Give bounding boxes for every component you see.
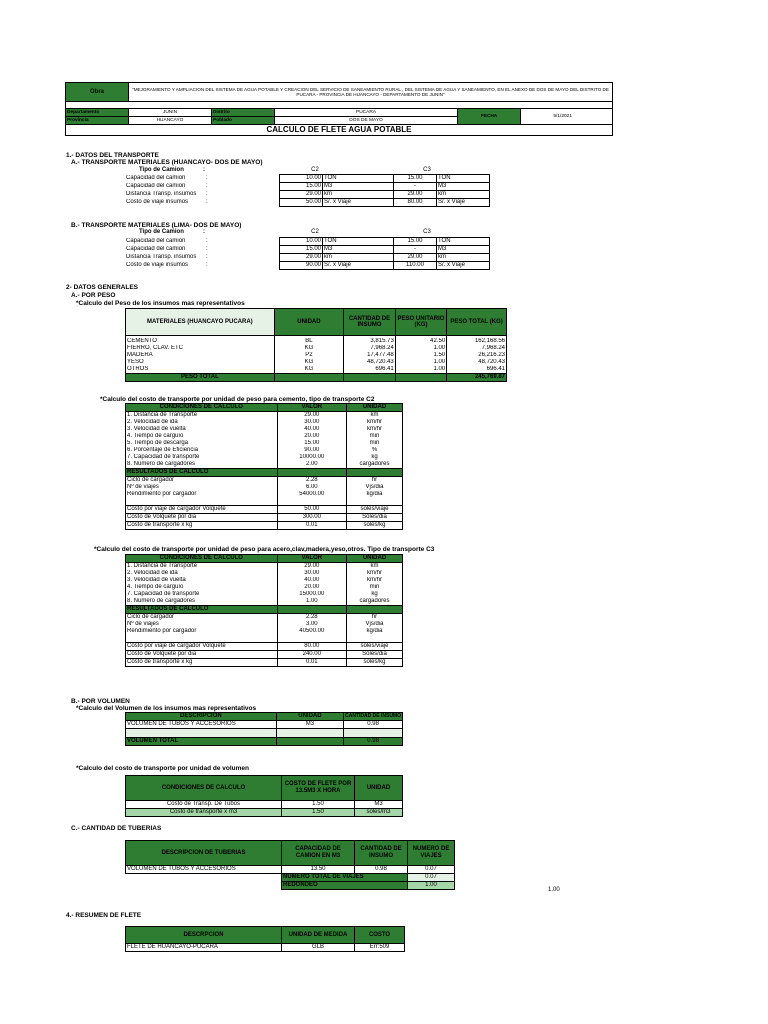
vol-h-desc: DESCRIPCION bbox=[126, 713, 277, 721]
cond-cell: 29.00 bbox=[277, 412, 346, 420]
table-row bbox=[126, 433, 403, 440]
vol-h-unidad: UNIDAD bbox=[276, 713, 343, 721]
peso-cell: 48,720.43 bbox=[447, 359, 507, 366]
peso-cell: CEMENTO bbox=[126, 338, 275, 345]
tub-h-cantidad: CANTIDAD DE INSUMO bbox=[355, 841, 408, 866]
tub-cantidad: 0.98 bbox=[355, 866, 408, 874]
peso-cell: 17,477.48 bbox=[344, 352, 396, 359]
results-header-label: RESULTADOS DE CALCULO bbox=[126, 606, 278, 614]
peso-cell: KG bbox=[274, 366, 343, 374]
table-row bbox=[126, 598, 403, 606]
colon: : bbox=[206, 191, 208, 197]
peso-note: *Calculo del Peso de los insumos mas representativos bbox=[76, 300, 245, 307]
result-cell: Nº de viajes bbox=[126, 621, 278, 628]
cond-cell: 7. Capacidad de transporte bbox=[126, 591, 278, 598]
peso-cell: 696.41 bbox=[447, 366, 507, 374]
result-cell: Rendimiento por cargador bbox=[126, 491, 278, 498]
vol-total-label: VOLUMEN TOTAL bbox=[126, 738, 277, 746]
tub-desc: VOLUMEN DE TUBOS Y ACCESORIOS bbox=[126, 866, 282, 874]
c2-value: 15.00 bbox=[280, 246, 323, 254]
section-2a-title: A.- POR PESO bbox=[71, 292, 116, 299]
cost-cell: 80.00 bbox=[277, 643, 346, 651]
table-row bbox=[126, 419, 403, 426]
cond-cell: min bbox=[347, 433, 403, 440]
result-cell: 6.00 bbox=[277, 484, 346, 491]
peso-header-1: UNIDAD bbox=[274, 309, 343, 336]
table-row bbox=[126, 491, 403, 498]
result-cell: 40500.00 bbox=[277, 628, 346, 635]
tub-red: 1.00 bbox=[408, 882, 455, 890]
result-cell: hr bbox=[347, 614, 403, 622]
cost-cell: 0.01 bbox=[277, 522, 346, 530]
vc-h-cond: CONDICIONES DE CALCULO bbox=[126, 776, 282, 801]
cond-cell: km/hr bbox=[347, 570, 403, 577]
table-row bbox=[126, 477, 403, 485]
cost-cell: soles/viaje bbox=[347, 506, 403, 514]
peso-header-3: PESO UNITARIO (KG) bbox=[395, 309, 446, 336]
table-row bbox=[126, 345, 507, 352]
result-cell: Vjs/dia bbox=[347, 621, 403, 628]
vc-row-1-value: 1.50 bbox=[282, 801, 355, 809]
c2-value: 10.00 bbox=[280, 238, 323, 246]
cond-cell: min bbox=[347, 584, 403, 591]
peso-cell: 696.41 bbox=[344, 366, 396, 374]
cost-cell: Costo de transporte x kg bbox=[126, 522, 278, 530]
table-row bbox=[126, 352, 507, 359]
cost-cell: Costo de Volquete por dia bbox=[126, 514, 278, 522]
table-row bbox=[126, 577, 403, 584]
cond-cell: 1. Distancia de Transporte bbox=[126, 412, 278, 420]
table-row bbox=[125, 262, 490, 270]
res-unidad: GLB bbox=[282, 944, 355, 952]
peso-cell: 1.50 bbox=[395, 352, 446, 359]
c3-value: 15.00 bbox=[394, 238, 437, 246]
table-row bbox=[126, 570, 403, 577]
peso-header-2: CANTIDAD DE INSUMO bbox=[344, 309, 396, 336]
c2-value: 90.00 bbox=[280, 262, 323, 270]
table-row bbox=[126, 621, 403, 628]
c2-unit: S/. x Viaje bbox=[323, 262, 394, 270]
table-header bbox=[126, 555, 403, 563]
peso-header-4: PESO TOTAL (KG) bbox=[447, 309, 507, 336]
obra-label: Obra bbox=[66, 83, 129, 102]
c2-unit: TON bbox=[323, 238, 394, 246]
colon: : bbox=[206, 262, 208, 268]
table-row bbox=[126, 440, 403, 447]
cond-cell: 10000.00 bbox=[277, 454, 346, 461]
c2-unit: TON bbox=[323, 175, 394, 183]
cond-cell: cargadores bbox=[347, 461, 403, 469]
peso-cell: BL bbox=[274, 338, 343, 345]
tub-viajes: 0.07 bbox=[408, 866, 455, 874]
cost-cell: Costo de transporte x kg bbox=[126, 659, 278, 667]
table-row bbox=[126, 563, 403, 571]
tub-h-desc: DESCRIPCION DE TUBERIAS bbox=[126, 841, 282, 866]
vol-cantidad: 0.98 bbox=[344, 721, 403, 729]
peso-cell: 1.00 bbox=[395, 359, 446, 366]
cost-cell: 0.01 bbox=[277, 659, 346, 667]
vc-row-2-label: Costo de transporte x m3 bbox=[126, 809, 282, 817]
table-row bbox=[126, 506, 403, 514]
cost-cell: Soles/dia bbox=[347, 514, 403, 522]
c2-unit: km bbox=[323, 191, 394, 199]
cond-cell: 15000.00 bbox=[277, 591, 346, 598]
poblado-label: Poblado bbox=[212, 117, 275, 125]
cond-cell: 4. Tiempo de carguío bbox=[126, 433, 278, 440]
cond-header-2: UNIDAD bbox=[347, 555, 403, 563]
header-table bbox=[65, 82, 613, 136]
vc-note: *Calculo del costo de transporte por unidad de volumen bbox=[76, 765, 249, 772]
c3-value: 15.00 bbox=[394, 175, 437, 183]
tub-red-label: REDONDEO bbox=[282, 882, 408, 890]
cost-cell: soles/viaje bbox=[347, 643, 403, 651]
cond-cell: 7. Capacidad de transporte bbox=[126, 454, 278, 461]
transport-label: Costo de viaje insumos bbox=[126, 199, 189, 205]
c3-label-a: C3 bbox=[423, 167, 431, 173]
transport-label: Capacidad del camion bbox=[126, 238, 186, 244]
c2-value: 15.00 bbox=[280, 183, 323, 191]
vol-cost-table bbox=[125, 775, 403, 817]
peso-total: 245,769.87 bbox=[447, 374, 507, 382]
cost-cell: soles/kg bbox=[347, 522, 403, 530]
results-header-label: RESULTADOS DE CALCULO bbox=[126, 469, 278, 477]
cond-cell: 2. Velocidad de ida bbox=[126, 570, 278, 577]
table-row bbox=[126, 412, 403, 420]
cond-cell: min bbox=[347, 440, 403, 447]
result-cell: 2.28 bbox=[277, 477, 346, 485]
c3-unit: km bbox=[437, 191, 490, 199]
c3-calc-table bbox=[125, 554, 403, 667]
transport-label: Costo de viaje insumos bbox=[126, 262, 189, 268]
table-row bbox=[126, 614, 403, 622]
result-cell: Ciclo de cargador bbox=[126, 477, 278, 485]
cost-cell: Soles/dia bbox=[347, 651, 403, 659]
departamento-label: Departamento bbox=[66, 109, 129, 117]
peso-cell: 42.50 bbox=[395, 338, 446, 345]
tipo-camion-label-a: Tipo de Camion bbox=[139, 167, 184, 173]
page-title: CALCULO DE FLETE AGUA POTABLE bbox=[66, 125, 613, 136]
cond-cell: 40.00 bbox=[277, 426, 346, 433]
peso-cell: OTROS bbox=[126, 366, 275, 374]
vol-h-cantidad: CANTIDAD DE INSUMO bbox=[345, 713, 401, 719]
cost-cell: 300.00 bbox=[277, 514, 346, 522]
cond-cell: 3. Velocidad de vuelta bbox=[126, 577, 278, 584]
c3-unit: TON bbox=[437, 238, 490, 246]
transport-a-table bbox=[125, 174, 490, 207]
vc-h-costo: COSTO DE FLETE POR 13.5M3 X HORA bbox=[282, 776, 355, 801]
peso-cell: FIERRO, CLAV. ETC bbox=[126, 345, 275, 352]
departamento-value: JUNIN bbox=[129, 109, 212, 117]
peso-cell: 3,815.73 bbox=[344, 338, 396, 345]
peso-table bbox=[125, 308, 507, 382]
cond-cell: km bbox=[347, 412, 403, 420]
transport-label: Capacidad del camion bbox=[126, 246, 186, 252]
c2-unit: S/. x Viaje bbox=[323, 199, 394, 207]
cond-cell: 1. Distancia de Transporte bbox=[126, 563, 278, 571]
cond-cell: 90.00 bbox=[277, 447, 346, 454]
peso-cell: YESO bbox=[126, 359, 275, 366]
result-cell: Ciclo de cargador bbox=[126, 614, 278, 622]
cond-header-1: VALOR bbox=[277, 404, 346, 412]
cond-cell: 30.00 bbox=[277, 570, 346, 577]
vc-row-1-unit: M3 bbox=[355, 801, 403, 809]
table-row bbox=[126, 338, 507, 345]
cond-cell: 40.00 bbox=[277, 577, 346, 584]
tipo-camion-label-b: Tipo de Camion bbox=[139, 229, 184, 235]
colon: : bbox=[203, 229, 205, 235]
section-2b-title: B.- POR VOLUMEN bbox=[71, 698, 130, 705]
cond-cell: 4. Tiempo de carguío bbox=[126, 584, 278, 591]
res-desc: FLETE DE HUANCAYO-PUCARA bbox=[126, 944, 282, 952]
res-h-desc: DESCRPCION bbox=[126, 927, 282, 944]
section-2-title: 2- DATOS GENERALES bbox=[66, 284, 138, 291]
peso-cell: 48,720.43 bbox=[344, 359, 396, 366]
vol-table bbox=[125, 712, 403, 746]
tub-total: 0.07 bbox=[408, 874, 455, 882]
section-2c-title: C.- CANTIDAD DE TUBERIAS bbox=[71, 825, 162, 832]
distrito-value: PUCARA bbox=[275, 109, 458, 117]
table-row bbox=[126, 651, 403, 659]
c2-unit: M3 bbox=[323, 183, 394, 191]
c2-unit: km bbox=[323, 254, 394, 262]
vol-total: 0.98 bbox=[344, 738, 403, 746]
tub-h-viajes: NUMERO DE VIAJES bbox=[408, 841, 455, 866]
c2-value: 29.00 bbox=[280, 254, 323, 262]
cost-cell: 50.00 bbox=[277, 506, 346, 514]
result-cell: hr bbox=[347, 477, 403, 485]
table-row bbox=[126, 659, 403, 667]
table-row bbox=[126, 522, 403, 530]
result-cell: kg/dia bbox=[347, 491, 403, 498]
table-row bbox=[125, 199, 490, 207]
cond-header-1: VALOR bbox=[277, 555, 346, 563]
fecha-label: FECHA bbox=[458, 109, 521, 124]
cond-cell: 3. Velocidad de vuelta bbox=[126, 426, 278, 433]
cond-cell: kg bbox=[347, 591, 403, 598]
obra-text: "MEJORAMIENTO Y AMPLIACION DEL SISTEMA DE AGUA POTABLE Y CREACION DEL SERVICIO DE SANEAMIENTO RURAL , DEL SISTEMA DE AGUA Y SANEAMIENTO, EN EL ANEXO DE DOS DE MAYO DEL DISTRITO DE PUCARA - PROVINCIA DE HUANCAYO - DEPARTAMENTO DE JUNIN" bbox=[129, 83, 613, 102]
cond-cell: cargadores bbox=[347, 598, 403, 606]
table-row bbox=[125, 175, 490, 183]
table-row bbox=[126, 628, 403, 635]
c3-unit: M3 bbox=[437, 183, 490, 191]
peso-cell: 7,968.24 bbox=[447, 345, 507, 352]
cond-cell: 6. Porcentaje de Eficiencia bbox=[126, 447, 278, 454]
table-row bbox=[126, 359, 507, 366]
result-cell: Nº de viajes bbox=[126, 484, 278, 491]
table-row bbox=[126, 426, 403, 433]
cond-cell: % bbox=[347, 447, 403, 454]
distrito-label: Distrito bbox=[212, 109, 275, 117]
c3-unit: km bbox=[437, 254, 490, 262]
cond-cell: 1.00 bbox=[277, 598, 346, 606]
vc-row-1-label: Costo de Transp. De Tubos bbox=[126, 801, 282, 809]
cond-cell: kg bbox=[347, 454, 403, 461]
peso-header-0: MATERIALES (HUANCAYO PUCARA) bbox=[126, 309, 275, 336]
c3-value: 80.00 bbox=[394, 199, 437, 207]
vol-desc: VOLUMEN DE TUBOS Y ACCESORIOS bbox=[126, 721, 277, 729]
c3-unit: S/. x Viaje bbox=[437, 262, 490, 270]
c3-label-b: C3 bbox=[423, 229, 431, 235]
poblado-value: DOS DE MAYO bbox=[275, 117, 458, 125]
table-row bbox=[126, 584, 403, 591]
table-row bbox=[125, 183, 490, 191]
transport-label: Distancia Transp. insumos bbox=[126, 191, 197, 197]
section-1a-title: A.- TRANSPORTE MATERIALES (HUANCAYO- DOS DE MAYO) bbox=[71, 159, 263, 166]
cond-header-0: CONDICIONES DE CALCULO bbox=[126, 404, 278, 412]
tub-total-label: NUMERO TOTAL DE VIAJES bbox=[282, 874, 408, 882]
colon: : bbox=[206, 238, 208, 244]
peso-cell: 1.00 bbox=[395, 366, 446, 374]
peso-total-row bbox=[126, 374, 507, 382]
peso-total-label: PESO TOTAL bbox=[126, 374, 275, 382]
tub-capacidad: 13.50 bbox=[282, 866, 355, 874]
c3-unit: S/. x Viaje bbox=[437, 199, 490, 207]
c3-unit: TON bbox=[437, 175, 490, 183]
side-value: 1.00 bbox=[548, 887, 560, 893]
table-row bbox=[126, 643, 403, 651]
transport-label: Capacidad del camion bbox=[126, 175, 186, 181]
table-row bbox=[125, 191, 490, 199]
colon: : bbox=[206, 175, 208, 181]
cond-cell: 8. Numero de cargadores bbox=[126, 461, 278, 469]
cond-header-0: CONDICIONES DE CALCULO bbox=[126, 555, 278, 563]
cond-cell: km bbox=[347, 563, 403, 571]
cond-cell: km/hr bbox=[347, 419, 403, 426]
res-costo: Err:509 bbox=[355, 944, 405, 952]
vc-row-2-value: 1.50 bbox=[282, 809, 355, 817]
results-header bbox=[126, 606, 403, 614]
peso-cell: KG bbox=[274, 359, 343, 366]
table-row bbox=[126, 591, 403, 598]
tuberias-table bbox=[125, 840, 455, 890]
table-row bbox=[125, 246, 490, 254]
peso-cell: MADERA bbox=[126, 352, 275, 359]
colon: : bbox=[206, 199, 208, 205]
vol-note: *Calculo del Volumen de los insumos mas representativos bbox=[76, 705, 257, 712]
cond-cell: 20.00 bbox=[277, 433, 346, 440]
cost-cell: soles/kg bbox=[347, 659, 403, 667]
table-row bbox=[126, 454, 403, 461]
table-row bbox=[126, 461, 403, 469]
res-h-costo: COSTO bbox=[355, 927, 405, 944]
cost-cell: 240.00 bbox=[277, 651, 346, 659]
table-header bbox=[126, 404, 403, 412]
colon: : bbox=[206, 246, 208, 252]
result-cell: kg/dia bbox=[347, 628, 403, 635]
c2-value: 50.00 bbox=[280, 199, 323, 207]
vc-row-2-unit: soles/m3 bbox=[355, 809, 403, 817]
table-row bbox=[126, 514, 403, 522]
c2-calc-table bbox=[125, 403, 403, 530]
colon: : bbox=[203, 167, 205, 173]
cost-cell: Costo por viaje de cargador Volquete bbox=[126, 506, 278, 514]
table-row bbox=[126, 447, 403, 454]
cost-cell: Costo por viaje de cargador Volquete bbox=[126, 643, 278, 651]
cond-cell: 5. Tiempo de descarga bbox=[126, 440, 278, 447]
res-h-unidad: UNIDAD DE MEDIDA bbox=[282, 927, 355, 944]
table-header bbox=[126, 309, 507, 336]
c2-value: 10.00 bbox=[280, 175, 323, 183]
result-cell: Vjs/dia bbox=[347, 484, 403, 491]
resumen-table bbox=[125, 926, 405, 952]
table-row bbox=[125, 238, 490, 246]
transport-label: Distancia Transp. insumos bbox=[126, 254, 197, 260]
peso-cell: 26,216.23 bbox=[447, 352, 507, 359]
c2-unit: M3 bbox=[323, 246, 394, 254]
c3-value: 110.00 bbox=[394, 262, 437, 270]
c2-label-b: C2 bbox=[311, 229, 319, 235]
result-cell: 54000.00 bbox=[277, 491, 346, 498]
c3-unit: M3 bbox=[437, 246, 490, 254]
c2-note: *Calculo del costo de transporte por unidad de peso para cemento, tipo de transporte C2 bbox=[100, 396, 375, 403]
peso-cell: 162,168.56 bbox=[447, 338, 507, 345]
section-4-title: 4.- RESUMEN DE FLETE bbox=[66, 912, 142, 919]
results-header bbox=[126, 469, 403, 477]
peso-cell: KG bbox=[274, 345, 343, 352]
tub-h-capacidad: CAPACIDAD DE CAMION EN M3 bbox=[282, 841, 355, 866]
table-row bbox=[126, 484, 403, 491]
result-cell: Rendimiento por cargador bbox=[126, 628, 278, 635]
table-row bbox=[126, 366, 507, 374]
transport-label: Capacidad del camion bbox=[126, 183, 186, 189]
cond-cell: 2. Velocidad de ida bbox=[126, 419, 278, 426]
transport-b-table bbox=[125, 237, 490, 270]
cond-cell: 8. Numero de cargadores bbox=[126, 598, 278, 606]
result-cell: 2.28 bbox=[277, 614, 346, 622]
peso-cell: P2 bbox=[274, 352, 343, 359]
provincia-label: Provincia bbox=[66, 117, 129, 125]
section-1-title: 1.- DATOS DEL TRANSPORTE bbox=[66, 152, 159, 159]
c3-value: - bbox=[394, 183, 437, 191]
c2-value: 29.00 bbox=[280, 191, 323, 199]
peso-cell: 1.00 bbox=[395, 345, 446, 352]
cond-cell: 30.00 bbox=[277, 419, 346, 426]
c3-value: - bbox=[394, 246, 437, 254]
cond-cell: 15.00 bbox=[277, 440, 346, 447]
vol-unidad: M3 bbox=[276, 721, 343, 729]
cond-header-2: UNIDAD bbox=[347, 404, 403, 412]
peso-cell: 7,968.24 bbox=[344, 345, 396, 352]
result-cell: 3.00 bbox=[277, 621, 346, 628]
colon: : bbox=[206, 254, 208, 260]
cond-cell: 29.00 bbox=[277, 563, 346, 571]
vc-h-unidad: UNIDAD bbox=[355, 776, 403, 801]
c2-label-a: C2 bbox=[311, 167, 319, 173]
c3-note: *Calculo del costo de transporte por unidad de peso para acero,clav,madera,yeso,otros. Tipo de transporte C3 bbox=[94, 546, 435, 553]
cond-cell: 2.00 bbox=[277, 461, 346, 469]
cond-cell: 20.00 bbox=[277, 584, 346, 591]
cond-cell: km/hr bbox=[347, 426, 403, 433]
cost-cell: Costo de Volquete por dia bbox=[126, 651, 278, 659]
fecha-value: 5/1/2021 bbox=[553, 114, 572, 119]
colon: : bbox=[206, 183, 208, 189]
c3-value: 29.00 bbox=[394, 191, 437, 199]
table-row bbox=[125, 254, 490, 262]
cond-cell: km/hr bbox=[347, 577, 403, 584]
provincia-value: HUANCAYO bbox=[129, 117, 212, 125]
c3-value: 29.00 bbox=[394, 254, 437, 262]
section-1b-title: B.- TRANSPORTE MATERIALES (LIMA- DOS DE MAYO) bbox=[71, 222, 242, 229]
